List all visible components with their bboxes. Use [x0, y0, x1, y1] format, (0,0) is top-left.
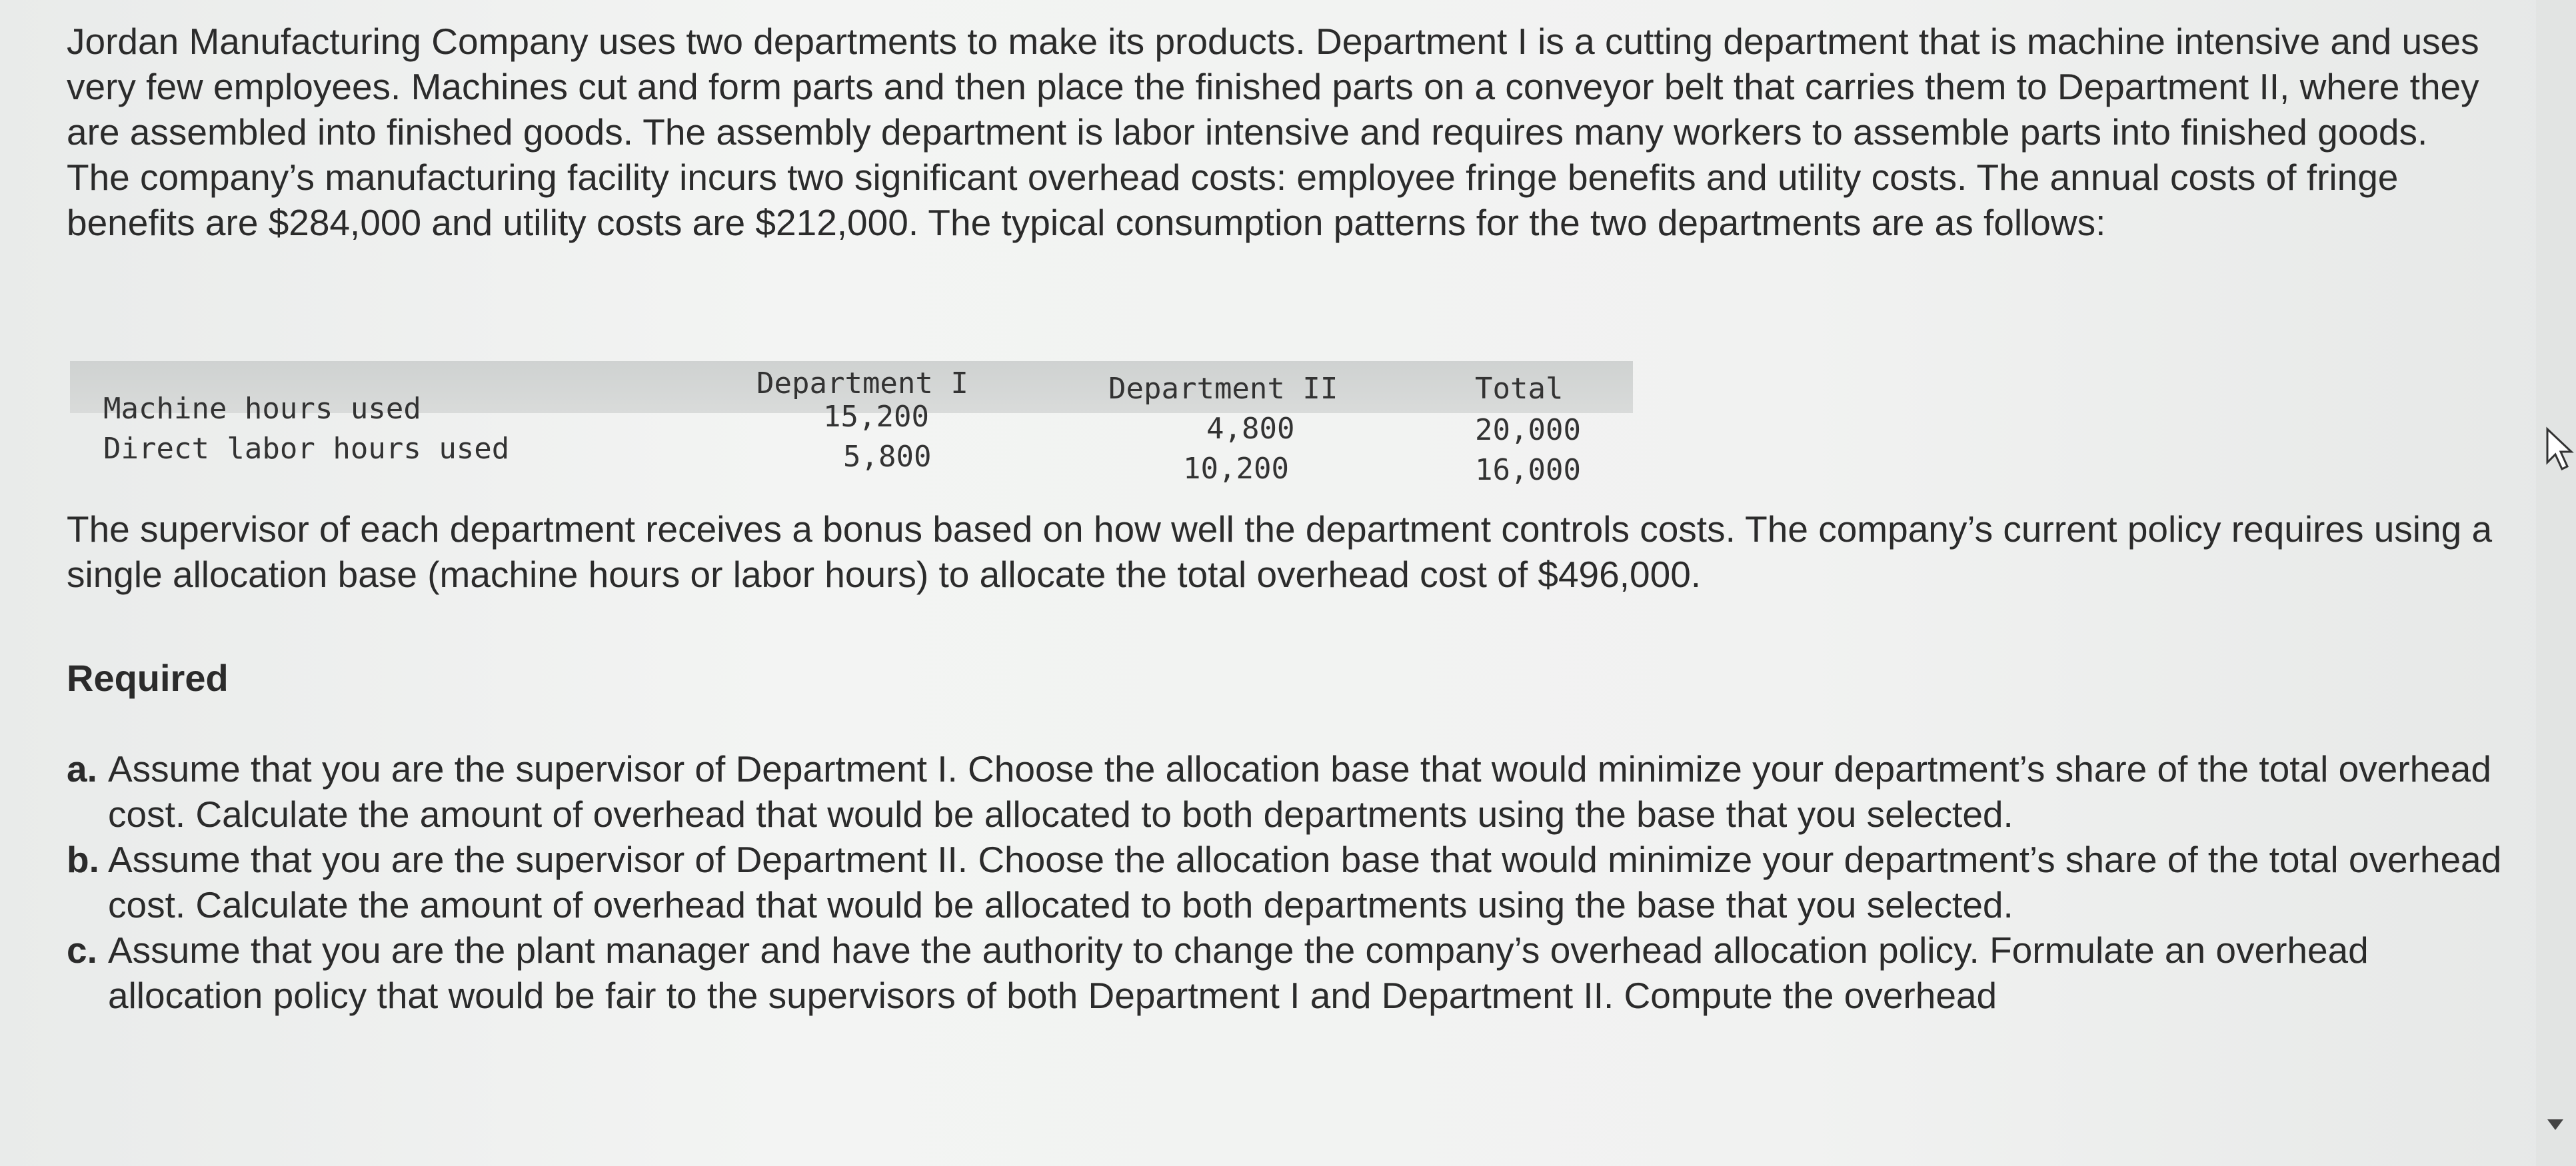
scroll-down-arrow-icon[interactable]: [2547, 1119, 2563, 1130]
question-a: [67, 746, 2506, 837]
pointer-cursor-icon: [2545, 426, 2574, 473]
cell-machine-dept1: 15,200: [823, 400, 929, 434]
question-text: Assume that you are the supervisor of Department I. Choose the allocation base that would minimize your department’s share of the total overhead cost. Calculate the amount of overhead that would be allocated to both departments using the base that you selected.: [108, 748, 2491, 835]
policy-paragraph: The supervisor of each department receives a bonus based on how well the department controls costs. The company’s current policy requires using a single allocation base (machine hours or labor hours) to allocate the total overhead cost of $496,000.: [67, 508, 2493, 595]
question-b: [67, 837, 2506, 927]
question-letter: b.: [67, 839, 99, 880]
required-heading: Required: [67, 657, 229, 699]
question-text: Assume that you are the plant manager and have the authority to change the company’s overhead allocation policy. Formulate an overhead allocation policy that would be fair to the supervisors of both Department I and Department II. Compute the overhead: [108, 929, 2369, 1016]
window-right-edge: [2536, 0, 2576, 1166]
consumption-table: [70, 353, 1633, 486]
intro-paragraph: Jordan Manufacturing Company uses two departments to make its products. Department I is a cutting department that is machine intensive and uses very few employees. Machines cut and form parts and then place the finished parts on a conveyor belt that carries them to Department II, where they are assembled into finished goods. The assembly department is labor intensive and requires many workers to assemble parts into finished goods. The company’s manufacturing facility incurs two significant overhead costs: employee fringe benefits and utility costs. The annual costs of fringe benefits are $284,000 and utility costs are $212,000. The typical consumption patterns for the two departments are as follows:: [67, 21, 2479, 243]
cell-labor-dept1: 5,800: [843, 440, 932, 474]
cell-labor-total: 16,000: [1475, 453, 1581, 487]
question-c: [67, 927, 2506, 1016]
header-department-2: Department II: [1108, 372, 1338, 406]
header-department-1: Department I: [756, 366, 968, 400]
row-label-machine-hours: Machine hours used: [103, 392, 421, 426]
question-letter: c.: [67, 929, 97, 971]
cell-machine-total: 20,000: [1475, 413, 1581, 447]
question-text: Assume that you are the supervisor of Department II. Choose the allocation base that would minimize your department’s share of the total overhead cost. Calculate the amount of overhead that would be allocated to both departments using the base that you selected.: [108, 839, 2502, 925]
cell-labor-dept2: 10,200: [1183, 452, 1289, 486]
cell-machine-dept2: 4,800: [1206, 412, 1295, 446]
question-list: [67, 746, 2506, 1016]
question-letter: a.: [67, 748, 97, 790]
row-label-labor-hours: Direct labor hours used: [103, 432, 510, 466]
header-total: Total: [1475, 372, 1564, 406]
